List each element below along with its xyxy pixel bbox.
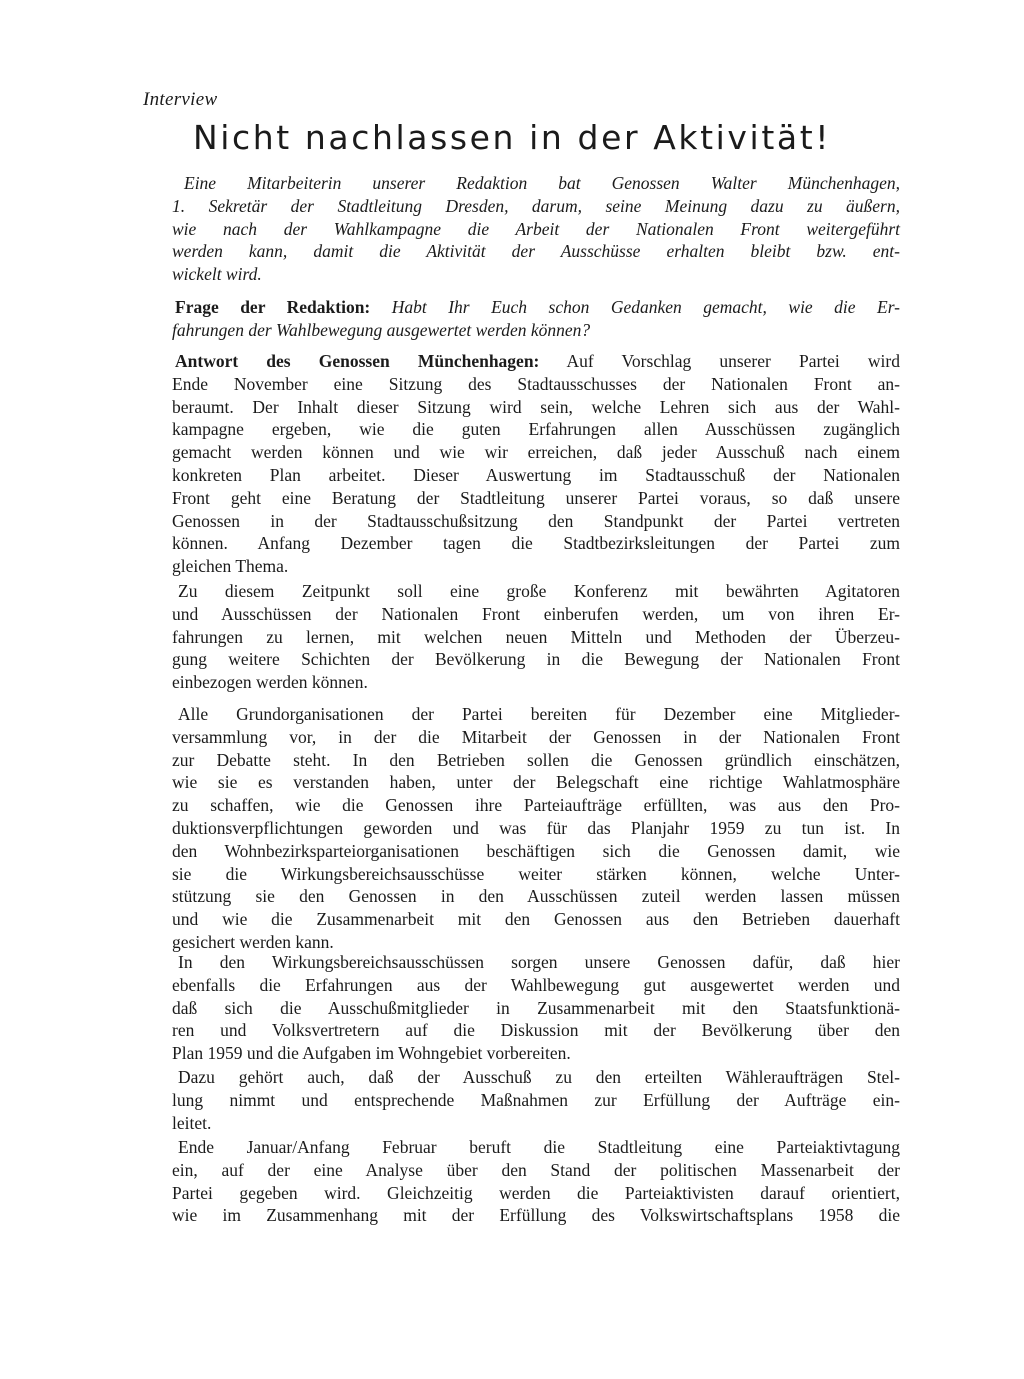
body-line: Alle Grundorganisationen der Partei bereiten für Dezember eine Mitglieder- <box>178 704 900 724</box>
body-paragraph <box>172 1136 900 1227</box>
question-line: fahrungen der Wahlbewegung ausgewertet werden können? <box>172 319 591 340</box>
answer-paragraph <box>172 350 900 578</box>
body-line: gung weitere Schichten der Bevölkerung in die Bewegung der Nationalen Front <box>172 649 900 670</box>
intro-line: 1. Sekretär der Stadtleitung Dresden, darum, seine Meinung dazu zu äußern, <box>172 195 900 216</box>
question-paragraph <box>172 296 900 342</box>
body-paragraph <box>172 580 900 694</box>
body-line: einbezogen werden können. <box>172 672 368 693</box>
body-line: zur Debatte steht. In den Betrieben sollen die Genossen gründlich einschätzen, <box>172 749 900 770</box>
body-line: Zu diesem Zeitpunkt soll eine große Konferenz mit bewährten Agitatoren <box>178 581 900 601</box>
intro-line: werden kann, damit die Aktivität der Ausschüsse erhalten bleibt bzw. ent- <box>172 241 900 262</box>
intro-paragraph <box>172 172 900 286</box>
body-paragraph <box>172 703 900 954</box>
question-label: Frage der Redaktion: <box>175 297 371 317</box>
section-kicker: Interview <box>143 89 218 110</box>
body-line: gesichert werden kann. <box>172 931 334 952</box>
intro-line: Eine Mitarbeiterin unserer Redaktion bat Genossen Walter Münchenhagen, <box>184 173 900 193</box>
body-paragraph <box>172 951 900 1065</box>
body-line: wie sie es verstanden haben, unter der Belegschaft eine richtige Wahlatmosphäre <box>172 772 900 793</box>
answer-first-line <box>172 350 900 373</box>
body-line: und wie die Zusammenarbeit mit den Genossen aus den Betrieben dauerhaft <box>172 909 900 930</box>
body-line: ebenfalls die Erfahrungen aus der Wahlbewegung gut ausgewertet werden und <box>172 974 900 995</box>
answer-line: können. Anfang Dezember tagen die Stadtbezirksleitungen der Partei zum <box>172 533 900 554</box>
answer-line: Genossen in der Stadtausschußsitzung den Standpunkt der Partei vertreten <box>172 510 900 531</box>
answer-line: kampagne ergeben, wie die guten Erfahrungen allen Ausschüssen zugänglich <box>172 419 900 440</box>
article-title: Nicht nachlassen in der Aktivität! <box>192 118 832 157</box>
body-paragraph <box>172 1066 900 1134</box>
body-line: zu schaffen, wie die Genossen ihre Parteiaufträge erfüllten, was aus den Pro- <box>172 795 900 816</box>
body-line: daß sich die Ausschußmitglieder in Zusammenarbeit mit den Staatsfunktionä- <box>172 997 900 1018</box>
body-line: In den Wirkungsbereichsausschüssen sorgen unsere Genossen dafür, daß hier <box>178 952 900 972</box>
body-line: lung nimmt und entsprechende Maßnahmen zur Erfüllung der Aufträge ein- <box>172 1089 900 1110</box>
body-line: und Ausschüssen der Nationalen Front einberufen werden, um von ihren Er- <box>172 603 900 624</box>
body-line: wie im Zusammenhang mit der Erfüllung des Volkswirtschaftsplans 1958 die <box>172 1205 900 1226</box>
body-line: stützung sie den Genossen in den Ausschüssen zuteil werden lassen müssen <box>172 886 900 907</box>
body-line: versammlung vor, in der die Mitarbeit der Genossen in der Nationalen Front <box>172 726 900 747</box>
body-line: den Wohnbezirksparteiorganisationen beschäftigen sich die Genossen damit, wie <box>172 840 900 861</box>
intro-line: wie nach der Wahlkampagne die Arbeit der Nationalen Front weitergeführt <box>172 218 900 239</box>
question-line <box>172 296 900 319</box>
body-line: ren und Volksvertretern auf die Diskussion mit der Bevölkerung über den <box>172 1020 900 1041</box>
body-line: leitet. <box>172 1112 212 1133</box>
answer-line: Front geht eine Beratung der Stadtleitung unserer Partei voraus, so daß unsere <box>172 487 900 508</box>
answer-line: gemacht werden können und wie wir erreichen, daß jeder Ausschuß nach einem <box>172 442 900 463</box>
body-line: sie die Wirkungsbereichsausschüsse weiter stärken können, welche Unter- <box>172 863 900 884</box>
body-line: Partei gegeben wird. Gleichzeitig werden die Parteiaktivisten darauf orientiert, <box>172 1182 900 1203</box>
intro-line: wickelt wird. <box>172 264 262 285</box>
answer-text: Auf Vorschlag unserer Partei wird <box>566 351 900 371</box>
body-line: Dazu gehört auch, daß der Ausschuß zu den erteilten Wähleraufträgen Stel- <box>178 1067 900 1087</box>
body-line: duktionsverpflichtungen geworden und was für das Planjahr 1959 zu tun ist. In <box>172 817 900 838</box>
question-text: Habt Ihr Euch schon Gedanken gemacht, wie die Er- <box>391 297 901 317</box>
answer-line: Ende November eine Sitzung des Stadtausschusses der Nationalen Front an- <box>172 373 900 394</box>
body-line: fahrungen zu lernen, mit welchen neuen Mitteln und Methoden der Überzeu- <box>172 626 900 647</box>
answer-line: konkreten Plan arbeitet. Dieser Auswertung im Stadtausschuß der Nationalen <box>172 464 900 485</box>
body-line: Ende Januar/Anfang Februar beruft die Stadtleitung eine Parteiaktivtagung <box>178 1137 900 1157</box>
answer-line: beraumt. Der Inhalt dieser Sitzung wird sein, welche Lehren sich aus der Wahl- <box>172 396 900 417</box>
answer-label: Antwort des Genossen Münchenhagen: <box>175 351 540 371</box>
answer-line: gleichen Thema. <box>172 556 289 577</box>
body-line: ein, auf der eine Analyse über den Stand der politischen Massenarbeit der <box>172 1159 900 1180</box>
body-line: Plan 1959 und die Aufgaben im Wohngebiet vorbereiten. <box>172 1043 571 1064</box>
